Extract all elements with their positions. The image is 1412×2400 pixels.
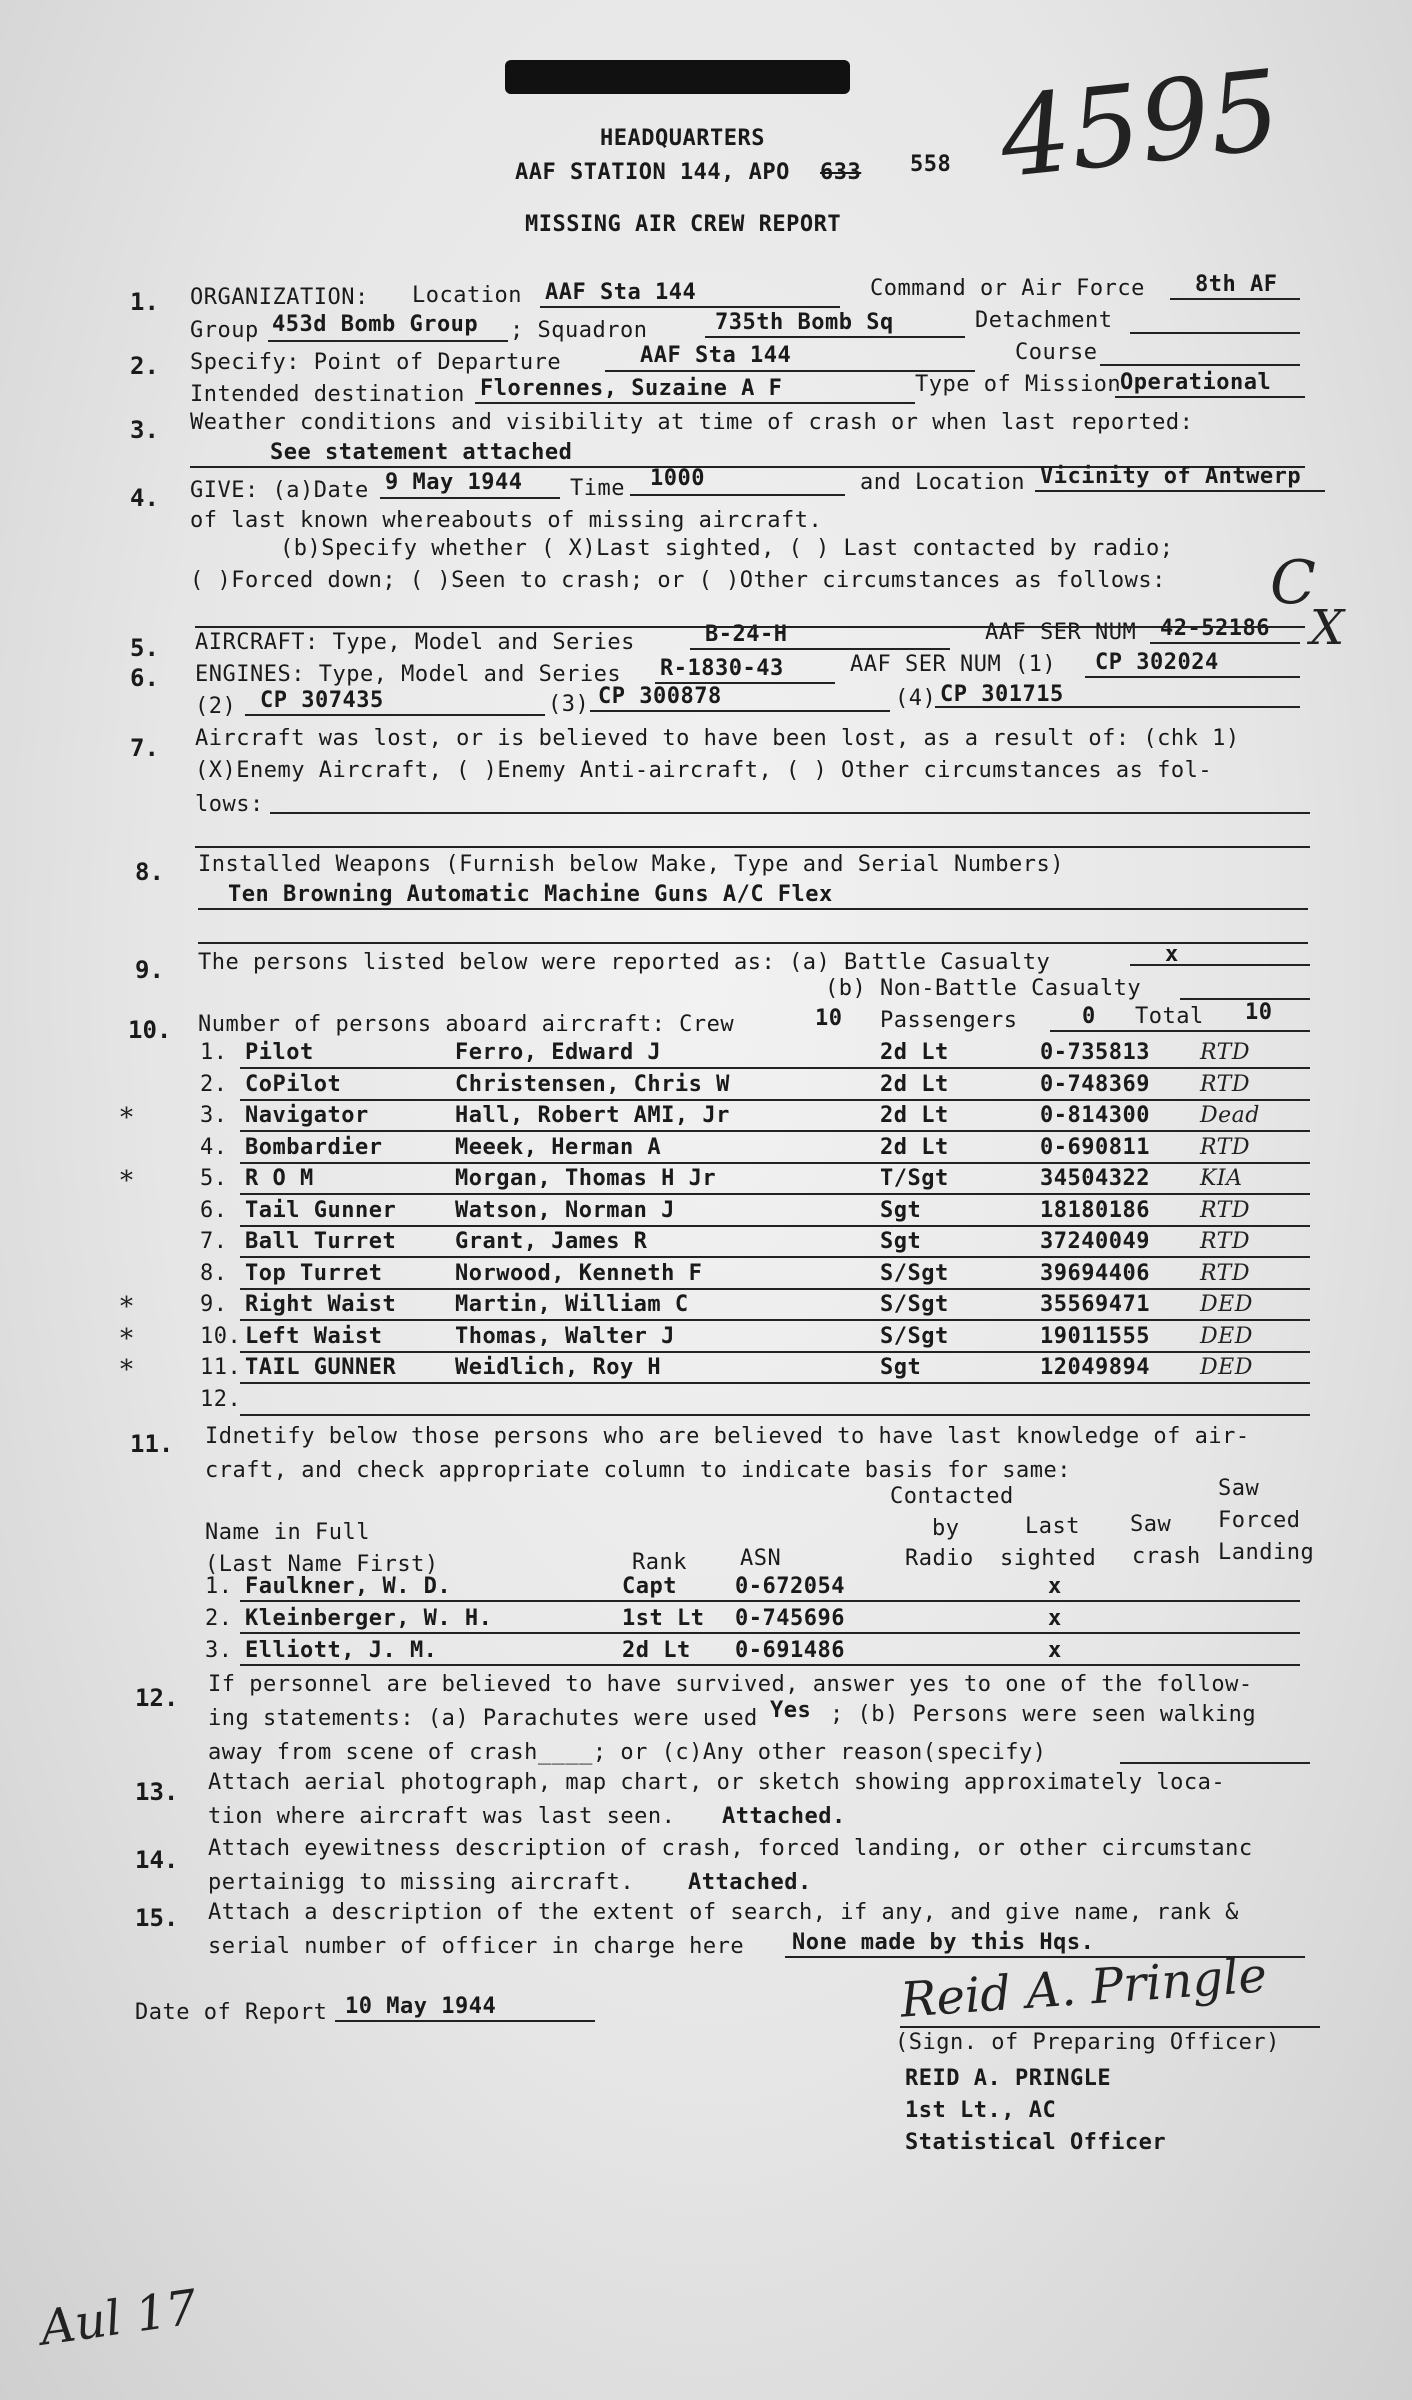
item-4-time-line <box>630 494 845 496</box>
crew-row-line <box>240 1414 1310 1416</box>
item-6-engine-4: CP 301715 <box>940 682 1064 707</box>
crew-rank: S/Sgt <box>880 1260 949 1286</box>
crew-name: Morgan, Thomas H Jr <box>455 1166 717 1191</box>
item-12-line-2b: ; (b) Persons were seen walking <box>830 1702 1257 1727</box>
item-6-type-value: R-1830-43 <box>660 656 784 681</box>
item-13-line-1: Attach aerial photograph, map chart, or sketch showing approximately loca- <box>208 1770 1226 1795</box>
header-line-1: HEADQUARTERS <box>600 126 765 151</box>
witness-asn: 0-672054 <box>735 1574 845 1599</box>
date-of-report-line <box>335 2020 595 2022</box>
crew-asterisk-mark: * <box>120 1323 134 1354</box>
item-3-value: See statement attached <box>270 440 573 465</box>
item-5-label: AIRCRAFT: Type, Model and Series <box>195 630 635 655</box>
col-contacted-2: by <box>932 1516 960 1541</box>
item-6-engine-3-line <box>590 710 890 712</box>
crew-status-note: DED <box>1200 1323 1253 1349</box>
witness-row-number: 2. <box>205 1606 233 1631</box>
item-14-attached: Attached. <box>688 1870 812 1895</box>
item-11-line-2: craft, and check appropriate column to indicate basis for same: <box>205 1458 1071 1483</box>
crew-status-note: RTD <box>1200 1040 1250 1065</box>
col-last-1: Last <box>1025 1514 1080 1539</box>
item-6-ser-label: AAF SER NUM (1) <box>850 652 1057 677</box>
crew-row-number: 11. <box>200 1355 242 1380</box>
item-6-l4: (4) <box>895 686 937 711</box>
officer-title: Statistical Officer <box>905 2130 1167 2155</box>
crew-rank: T/Sgt <box>880 1166 949 1191</box>
crew-position: Bombardier <box>245 1134 383 1160</box>
crew-name: Christensen, Chris W <box>455 1071 730 1097</box>
item-12-line-1: If personnel are believed to have survived, answer yes to one of the follow- <box>208 1672 1253 1697</box>
item-15-line-1: Attach a description of the extent of search, if any, and give name, rank & <box>208 1900 1239 1925</box>
item-6-number: 6. <box>130 664 159 692</box>
crew-position: Tail Gunner <box>245 1197 397 1223</box>
item-6-engine-1: CP 302024 <box>1095 650 1219 675</box>
crew-name: Grant, James R <box>455 1229 648 1254</box>
item-1-command-value: 8th AF <box>1195 272 1278 297</box>
item-2-course-line <box>1100 364 1300 366</box>
crew-asterisk-mark: * <box>120 1292 134 1322</box>
witness-rank: Capt <box>622 1574 677 1599</box>
item-1-command-line <box>1170 298 1300 300</box>
item-7-number: 7. <box>130 734 159 762</box>
crew-row-number: 5. <box>200 1166 228 1191</box>
item-11-line-1: Idnetify below those persons who are believed to have last knowledge of air- <box>205 1424 1250 1449</box>
crew-asn: 12049894 <box>1040 1355 1150 1380</box>
header-apo-struck: 633 <box>820 160 862 185</box>
witness-last-sighted-mark: x <box>1048 1606 1062 1631</box>
item-4-number: 4. <box>130 484 159 512</box>
crew-row-line <box>240 1193 1310 1195</box>
date-of-report-value: 10 May 1944 <box>345 1994 497 2019</box>
crew-row-line <box>240 1099 1310 1101</box>
crew-status-note: RTD <box>1200 1071 1250 1097</box>
item-1-detachment-line <box>1130 332 1300 334</box>
crew-status-note: KIA <box>1200 1166 1243 1191</box>
item-8-number: 8. <box>135 858 164 886</box>
officer-signature: Reid A. Pringle <box>898 1947 1269 2029</box>
item-14-line-1: Attach eyewitness description of crash, forced landing, or other circumstanc <box>208 1836 1253 1861</box>
item-10-passengers: 0 <box>1082 1004 1096 1029</box>
header-apo-new: 558 <box>910 152 952 177</box>
item-1-org-label: ORGANIZATION: <box>190 285 369 310</box>
crew-row-number: 6. <box>200 1197 228 1223</box>
crew-asn: 37240049 <box>1040 1229 1150 1254</box>
crew-position: R O M <box>245 1166 314 1191</box>
crew-asn: 39694406 <box>1040 1260 1150 1286</box>
item-1-detachment-label: Detachment <box>975 308 1113 333</box>
item-2-number: 2. <box>130 352 159 380</box>
item-1-number: 1. <box>130 288 159 316</box>
crew-status-note: DED <box>1200 1355 1253 1380</box>
col-forced-1: Saw <box>1218 1476 1260 1501</box>
crew-row-number: 3. <box>200 1103 228 1128</box>
item-8-line-b <box>198 942 1308 944</box>
crew-row-line <box>240 1382 1310 1384</box>
header-line-2: AAF STATION 144, APO <box>515 160 790 185</box>
item-3-label: Weather conditions and visibility at time of crash or when last reported: <box>190 410 1194 435</box>
item-14-number: 14. <box>135 1846 179 1874</box>
item-2-mission-line <box>1115 396 1305 398</box>
item-4-date-value: 9 May 1944 <box>385 470 523 495</box>
item-2-course-label: Course <box>1015 340 1098 365</box>
crew-row-number: 7. <box>200 1229 228 1254</box>
item-5-handwritten-x: X <box>1310 600 1345 656</box>
item-1-group-label: Group <box>190 318 259 343</box>
crew-row-line <box>240 1319 1310 1321</box>
item-9-number: 9. <box>135 956 164 984</box>
item-10-pass-label: Passengers <box>880 1008 1018 1033</box>
report-title: MISSING AIR CREW REPORT <box>525 212 842 237</box>
crew-status-note: DED <box>1200 1292 1253 1317</box>
item-7-line-1: Aircraft was lost, or is believed to have been lost, as a result of: (chk 1) <box>195 726 1240 751</box>
crew-row-line <box>240 1067 1310 1069</box>
item-5-type-line <box>690 648 950 650</box>
crew-name: Martin, William C <box>455 1292 689 1317</box>
file-stamp-number: 4595 <box>994 45 1286 203</box>
crew-asn: 35569471 <box>1040 1292 1150 1317</box>
crew-rank: Sgt <box>880 1197 922 1223</box>
witness-asn: 0-691486 <box>735 1638 845 1663</box>
item-4-location-line <box>1035 490 1325 492</box>
crew-asterisk-mark: * <box>120 1166 134 1196</box>
item-13-number: 13. <box>135 1778 179 1806</box>
item-5-ser-value: 42-52186 <box>1160 616 1270 641</box>
item-10-crew: 10 <box>815 1006 843 1031</box>
witness-row-number: 3. <box>205 1638 233 1663</box>
crew-rank: 2d Lt <box>880 1071 949 1097</box>
col-forced-3: Landing <box>1218 1540 1315 1565</box>
item-7-line-a <box>270 812 1310 814</box>
crew-rank: 2d Lt <box>880 1040 949 1065</box>
crew-asn: 18180186 <box>1040 1197 1150 1223</box>
item-1-squadron-value: 735th Bomb Sq <box>715 310 894 335</box>
col-contacted-3: Radio <box>905 1546 974 1571</box>
item-2-destination-line <box>475 402 915 404</box>
crew-row-line <box>240 1256 1310 1258</box>
item-4-location-value: Vicinity of Antwerp <box>1040 464 1302 489</box>
item-3-number: 3. <box>130 416 159 444</box>
item-7-line-3: lows: <box>195 792 264 817</box>
col-rank: Rank <box>632 1550 687 1575</box>
item-4-last-known: of last known whereabouts of missing aircraft. <box>190 508 823 533</box>
corner-handwritten-note: Aul 17 <box>36 2279 201 2357</box>
officer-rank: 1st Lt., AC <box>905 2098 1057 2123</box>
crew-rank: 2d Lt <box>880 1134 949 1160</box>
item-1-squadron-line <box>705 336 965 338</box>
item-9-battle-mark: x <box>1165 942 1179 967</box>
crew-position: TAIL GUNNER <box>245 1355 397 1380</box>
crew-asn: 0-814300 <box>1040 1103 1150 1128</box>
crew-row-number: 4. <box>200 1134 228 1160</box>
col-sawcrash-2: crash <box>1132 1544 1201 1569</box>
witness-last-sighted-mark: x <box>1048 1574 1062 1599</box>
item-12-line-2a: ing statements: (a) Parachutes were used <box>208 1706 758 1731</box>
item-6-l2: (2) <box>195 694 237 719</box>
item-5-type-value: B-24-H <box>705 622 788 647</box>
witness-row-line <box>240 1600 1300 1602</box>
witness-name: Faulkner, W. D. <box>245 1574 452 1599</box>
date-of-report-label: Date of Report <box>135 2000 328 2025</box>
witness-name: Kleinberger, W. H. <box>245 1606 493 1631</box>
witness-row-number: 1. <box>205 1574 233 1599</box>
item-9-label: The persons listed below were reported as: (a) Battle Casualty <box>198 950 1051 975</box>
item-5-top-rule <box>195 626 1305 628</box>
item-10-total-label: Total <box>1135 1004 1204 1029</box>
item-6-engine-2: CP 307435 <box>260 688 384 713</box>
crew-row-line <box>240 1162 1310 1164</box>
item-5-ser-label: AAF SER NUM <box>985 620 1137 645</box>
item-1-command-label: Command or Air Force <box>870 276 1145 301</box>
crew-asn: 34504322 <box>1040 1166 1150 1191</box>
item-1-group-value: 453d Bomb Group <box>272 312 479 337</box>
crew-row-number: 8. <box>200 1260 228 1286</box>
item-6-label: ENGINES: Type, Model and Series <box>195 662 622 687</box>
item-2-mission-value: Operational <box>1120 370 1272 395</box>
witness-name: Elliott, J. M. <box>245 1638 438 1663</box>
item-4-handwritten-mark: C <box>1270 548 1316 618</box>
item-2-destination-label: Intended destination <box>190 382 465 407</box>
witness-row-line <box>240 1632 1300 1634</box>
item-6-engine-3: CP 300878 <box>598 684 722 709</box>
crew-row-line <box>240 1288 1310 1290</box>
col-last-2: sighted <box>1000 1546 1097 1571</box>
item-7-line-2: (X)Enemy Aircraft, ( )Enemy Anti-aircraft, ( ) Other circumstances as fol- <box>195 758 1213 783</box>
crew-row-number: 10. <box>200 1323 242 1349</box>
item-11-number: 11. <box>130 1430 174 1458</box>
item-1-group-line <box>268 340 508 342</box>
item-5-number: 5. <box>130 634 159 662</box>
col-name-1: Name in Full <box>205 1520 370 1545</box>
signature-line <box>900 2026 1320 2028</box>
item-6-engine-2-line <box>245 714 545 716</box>
crew-name: Norwood, Kenneth F <box>455 1260 703 1286</box>
item-5-ser-line <box>1150 642 1300 644</box>
redaction-bar <box>505 60 850 94</box>
crew-asterisk-mark: * <box>120 1103 134 1133</box>
crew-row-number: 2. <box>200 1071 228 1097</box>
item-12-number: 12. <box>135 1684 179 1712</box>
item-7-line-b <box>195 846 1310 848</box>
crew-position: Right Waist <box>245 1292 397 1317</box>
crew-name: Ferro, Edward J <box>455 1040 662 1065</box>
crew-status-note: Dead <box>1200 1103 1260 1128</box>
item-10-label: Number of persons aboard aircraft: Crew <box>198 1012 735 1037</box>
crew-row-line <box>240 1351 1310 1353</box>
crew-name: Hall, Robert AMI, Jr <box>455 1103 730 1128</box>
item-4-b-line: (b)Specify whether ( X)Last sighted, ( ) Last contacted by radio; <box>280 536 1174 561</box>
witness-asn: 0-745696 <box>735 1606 845 1631</box>
item-2-mission-label: Type of Mission <box>915 372 1122 397</box>
col-sawcrash-1: Saw <box>1130 1512 1172 1537</box>
crew-position: Ball Turret <box>245 1229 397 1254</box>
crew-position: Pilot <box>245 1040 314 1065</box>
witness-rank: 2d Lt <box>622 1638 691 1663</box>
crew-position: CoPilot <box>245 1071 342 1097</box>
item-1-squadron-label: ; Squadron <box>510 318 648 343</box>
item-4-c-line: ( )Forced down; ( )Seen to crash; or ( )Other circumstances as follows: <box>190 568 1166 593</box>
item-2-destination-value: Florennes, Suzaine A F <box>480 376 783 401</box>
crew-row-number: 9. <box>200 1292 228 1317</box>
crew-row-number: 1. <box>200 1040 228 1065</box>
crew-status-note: RTD <box>1200 1197 1250 1223</box>
item-12-line-3: away from scene of crash____; or (c)Any other reason(specify) <box>208 1740 1047 1765</box>
crew-asn: 0-735813 <box>1040 1040 1150 1065</box>
signature-caption: (Sign. of Preparing Officer) <box>895 2030 1280 2055</box>
item-8-value: Ten Browning Automatic Machine Guns A/C Flex <box>228 882 833 907</box>
crew-status-note: RTD <box>1200 1134 1250 1160</box>
item-4-time-label: Time <box>570 476 625 501</box>
crew-rank: 2d Lt <box>880 1103 949 1128</box>
item-1-location-line <box>540 306 840 308</box>
witness-rank: 1st Lt <box>622 1606 705 1631</box>
col-name-2: (Last Name First) <box>205 1552 439 1577</box>
crew-row-number: 12. <box>200 1386 242 1412</box>
crew-status-note: RTD <box>1200 1229 1250 1254</box>
item-12-specify-line <box>1120 1762 1310 1764</box>
crew-name: Watson, Norman J <box>455 1197 675 1223</box>
item-4-location-label: and Location <box>860 470 1025 495</box>
crew-position: Navigator <box>245 1103 369 1128</box>
item-6-engine-4-line <box>935 706 1300 708</box>
crew-status-note: RTD <box>1200 1260 1250 1286</box>
crew-rank: S/Sgt <box>880 1292 949 1317</box>
item-13-attached: Attached. <box>722 1804 846 1829</box>
crew-asterisk-mark: * <box>120 1355 134 1385</box>
item-8-label: Installed Weapons (Furnish below Make, Type and Serial Numbers) <box>198 852 1064 877</box>
item-9-battle-line <box>1130 964 1310 966</box>
item-4-date-label: GIVE: (a)Date <box>190 478 369 503</box>
item-13-line-2: tion where aircraft was last seen. <box>208 1804 676 1829</box>
crew-row-line <box>240 1130 1310 1132</box>
item-6-engine-1-line <box>1085 676 1300 678</box>
crew-asn: 0-748369 <box>1040 1071 1150 1097</box>
item-4-date-line <box>380 497 560 499</box>
col-forced-2: Forced <box>1218 1508 1301 1533</box>
crew-name: Meeek, Herman A <box>455 1134 662 1160</box>
crew-name: Weidlich, Roy H <box>455 1355 662 1380</box>
item-10-line <box>1050 1030 1310 1032</box>
col-asn: ASN <box>740 1546 782 1571</box>
crew-name: Thomas, Walter J <box>455 1323 675 1349</box>
officer-name: REID A. PRINGLE <box>905 2066 1112 2091</box>
crew-rank: Sgt <box>880 1355 922 1380</box>
witness-last-sighted-mark: x <box>1048 1638 1062 1663</box>
item-9-non-battle: (b) Non-Battle Casualty <box>825 976 1142 1001</box>
crew-row-line <box>240 1225 1310 1227</box>
item-15-line-2: serial number of officer in charge here <box>208 1934 745 1959</box>
item-1-location-label: Location <box>412 283 522 308</box>
item-2-departure-label: Specify: Point of Departure <box>190 350 562 375</box>
crew-asn: 0-690811 <box>1040 1134 1150 1160</box>
item-4-time-value: 1000 <box>650 466 705 491</box>
item-15-number: 15. <box>135 1904 179 1932</box>
crew-rank: S/Sgt <box>880 1323 949 1349</box>
item-12-yes: Yes <box>770 1698 812 1723</box>
item-6-l3: (3) <box>548 692 590 717</box>
crew-position: Top Turret <box>245 1260 383 1286</box>
item-10-total: 10 <box>1245 1000 1273 1025</box>
item-15-value: None made by this Hqs. <box>792 1930 1095 1955</box>
item-1-location-value: AAF Sta 144 <box>545 280 697 305</box>
item-10-number: 10. <box>128 1016 172 1044</box>
witness-row-line <box>240 1664 1300 1666</box>
item-2-departure-value: AAF Sta 144 <box>640 343 792 368</box>
item-8-line-a <box>198 908 1308 910</box>
crew-rank: Sgt <box>880 1229 922 1254</box>
item-14-line-2: pertainigg to missing aircraft. <box>208 1870 635 1895</box>
crew-position: Left Waist <box>245 1323 383 1349</box>
crew-asn: 19011555 <box>1040 1323 1150 1349</box>
col-contacted-1: Contacted <box>890 1484 1014 1509</box>
